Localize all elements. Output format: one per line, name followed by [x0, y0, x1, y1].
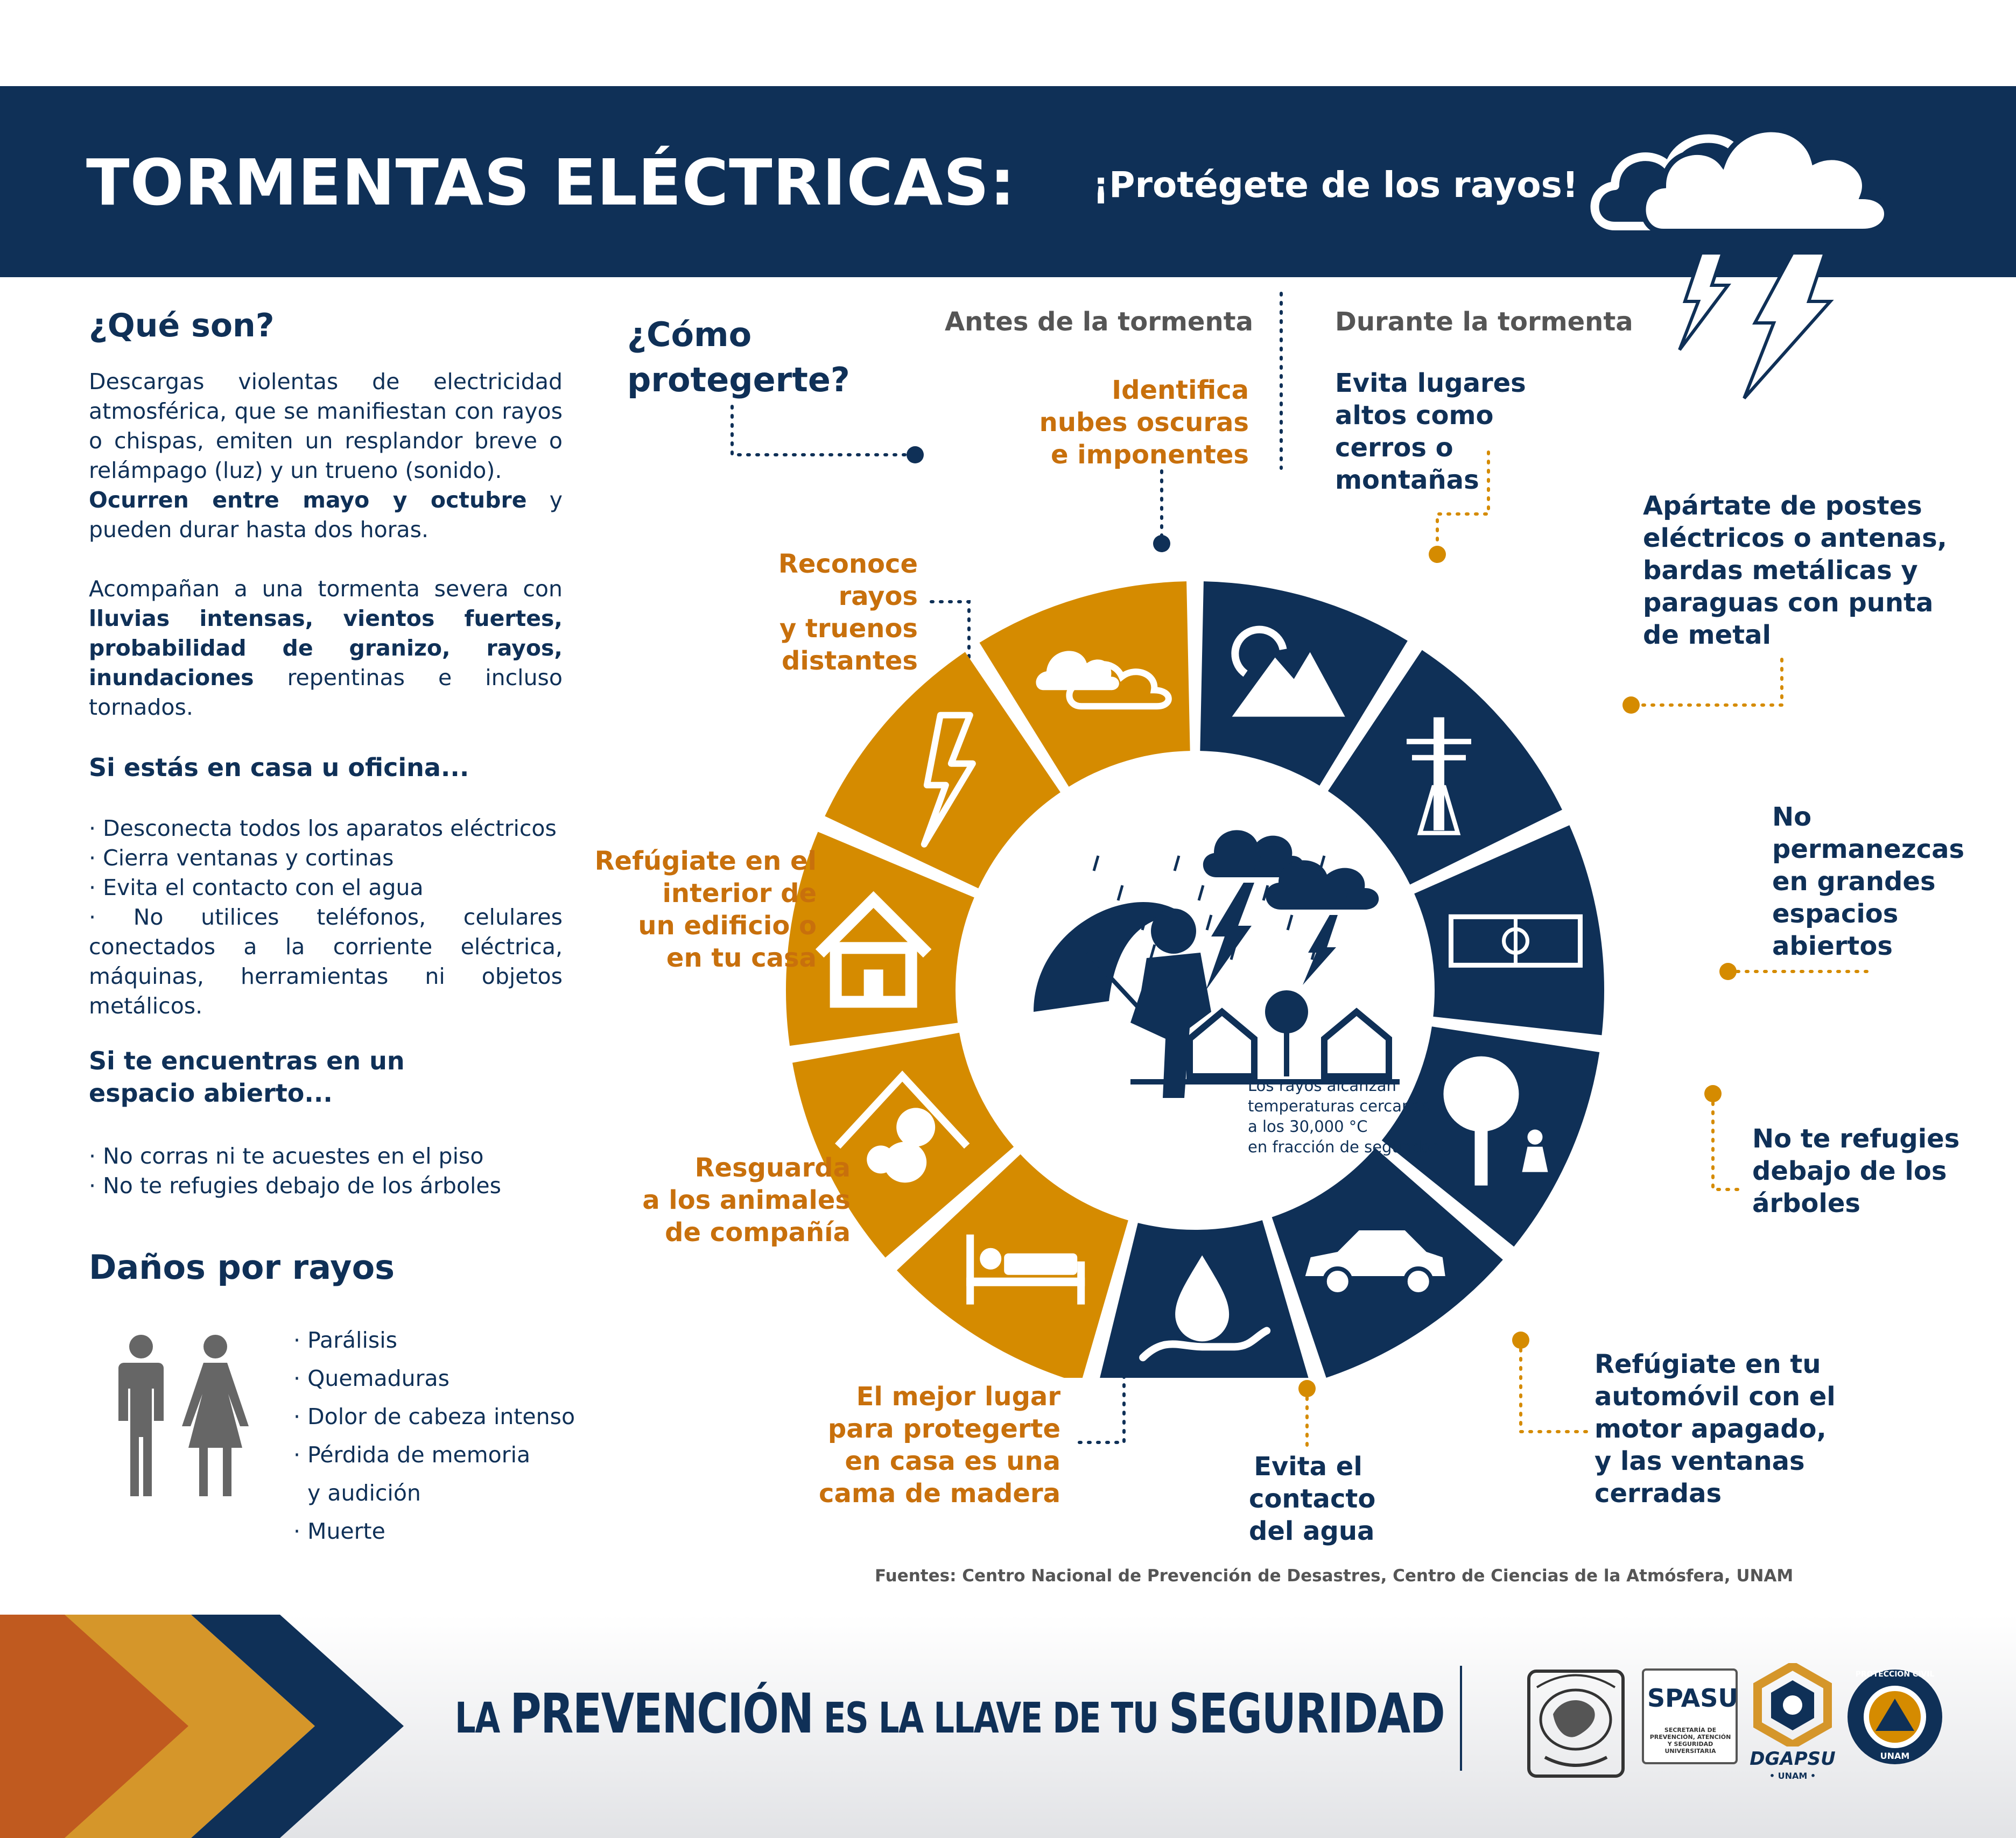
footer-divider: [1460, 1666, 1462, 1771]
tip-line: debajo de los: [1752, 1156, 1947, 1186]
tip-line: en tu casa: [666, 943, 817, 973]
slogan-part: PREVENCIÓN: [510, 1682, 813, 1746]
tip-line: altos como: [1335, 400, 1494, 431]
tip-line: No: [1772, 802, 1812, 832]
dgapsu-logo-icon: [1752, 1663, 1833, 1747]
tip-line: Identifica: [1112, 375, 1249, 405]
tip-before-4: [642, 1152, 851, 1249]
tip-before-5: [819, 1381, 1060, 1510]
footer-slogan: [455, 1682, 1444, 1746]
what-p3-end: repentinas e incluso tornados.: [89, 665, 563, 720]
tip-line: para protegerte: [827, 1414, 1060, 1444]
tip-line: El mejor lugar: [856, 1382, 1060, 1412]
tip-line: paraguas con punta: [1643, 588, 1934, 618]
rain-drop: [1288, 915, 1292, 930]
home-item: · Cierra ventanas y cortinas: [89, 844, 394, 871]
open-title: Si te encuentras en un espacio abierto...: [89, 1046, 405, 1108]
tip-during-6: [1249, 1450, 1376, 1547]
tip-line: y truenos: [779, 614, 918, 644]
spasu-subtext: [1642, 1727, 1739, 1755]
tip-line: rayos: [838, 581, 918, 611]
tip-line: de metal: [1643, 620, 1771, 650]
damage-item: · Dolor de cabeza intenso: [293, 1404, 575, 1429]
home-item: · Evita el contacto con el agua: [89, 874, 424, 900]
spasu-subtext-line: PREVENCIÓN, ATENCIÓN: [1649, 1734, 1731, 1741]
what-title: ¿Qué son?: [89, 307, 275, 344]
tip-before-2: [778, 548, 918, 677]
damage-item: y audición: [293, 1480, 421, 1506]
tip-line: de compañía: [665, 1217, 851, 1248]
tip-line: bardas metálicas y: [1643, 555, 1918, 586]
tip-line: Apártate de postes: [1643, 491, 1922, 521]
center-note-line: en fracción de segundos.: [1248, 1138, 1444, 1156]
tip-line: contacto: [1249, 1484, 1376, 1514]
tip-line: nubes oscuras: [1039, 407, 1249, 438]
what-p3-bold: lluvias intensas, vientos fuertes, probabilidad de granizo, rayos, inundaciones: [89, 605, 563, 691]
left-column: [89, 307, 563, 1201]
tree-icon: [1265, 990, 1308, 1033]
rain-drop: [1207, 915, 1211, 930]
proteccion-civil-bottom-text: UNAM: [1880, 1751, 1910, 1761]
person-icon: [1151, 909, 1196, 954]
home-item: · No utilices teléfonos, celulares conectados a la corriente eléctrica, máquinas, herramientas ni objetos metálicos.: [89, 904, 563, 1019]
spasu-logo-text: SPASU: [1647, 1684, 1738, 1713]
damage-item: · Parálisis: [293, 1327, 397, 1353]
what-paragraph-1: Descargas violentas de electricidad atmosférica, que se manifiestan con rayos o chispas, emiten un resplandor breve o relámpago (luz) y un trueno (sonido).: [89, 369, 563, 483]
tip-line: interior de: [662, 878, 817, 909]
tip-before-3: [595, 845, 817, 974]
tip-during-4: [1752, 1123, 1959, 1220]
unam-seal-logo: [1523, 1666, 1628, 1781]
bolt-icon: [1206, 883, 1254, 990]
tip-line: Refúgiate en tu: [1594, 1349, 1821, 1379]
tip-line: en casa es una: [845, 1446, 1060, 1476]
what-duration: y pueden durar hasta dos horas.: [89, 487, 563, 543]
spasu-subtext-line: Y SEGURIDAD: [1667, 1741, 1713, 1748]
tip-line: espacios: [1772, 899, 1899, 929]
damage-item: · Pérdida de memoria: [293, 1442, 531, 1468]
tip-line: distantes: [782, 646, 918, 676]
tip-during-1: [1335, 367, 1526, 496]
tip-during-2: [1643, 490, 1947, 651]
rain-drop: [1094, 856, 1098, 871]
dgapsu-logo-text: DGAPSU: [1750, 1748, 1836, 1770]
house-icon: [1190, 1012, 1254, 1076]
tip-line: árboles: [1752, 1188, 1860, 1219]
rain-drop: [1175, 856, 1179, 871]
rain-drop: [1118, 885, 1122, 900]
spasu-subtext-line: UNIVERSITARIA: [1664, 1748, 1716, 1755]
page-title: TORMENTAS ELÉCTRICAS:: [86, 145, 1016, 220]
how-title-line-2: protegerte?: [627, 360, 850, 399]
tip-line: e imponentes: [1050, 440, 1249, 470]
bolt-icon: [1303, 915, 1338, 985]
page-subtitle: ¡Protégete de los rayos!: [1093, 164, 1578, 206]
damages-list: [293, 1321, 575, 1551]
slogan-part: ES LA LLAVE DE TU: [813, 1694, 1169, 1743]
spasu-subtext-line: SECRETARÍA DE: [1664, 1727, 1717, 1734]
center-note: [1248, 1075, 1444, 1157]
tip-line: en grandes: [1772, 867, 1936, 897]
slogan-part: SEGURIDAD: [1169, 1682, 1445, 1746]
center-storm-illustration: [1034, 830, 1400, 1098]
house-icon: [1324, 1012, 1389, 1076]
what-months: Ocurren entre mayo y octubre: [89, 487, 527, 513]
damage-item: · Quemaduras: [293, 1365, 449, 1391]
tip-line: montañas: [1335, 465, 1479, 495]
damage-item: · Muerte: [293, 1518, 385, 1544]
tip-line: cerros o: [1335, 433, 1453, 463]
people-icon: [108, 1335, 253, 1502]
sources-note: Fuentes: Centro Nacional de Prevención de Desastres, Centro de Ciencias de la Atmósfera, UNAM: [875, 1566, 1794, 1586]
dgapsu-subtext: • UNAM •: [1769, 1771, 1816, 1781]
tip-line: Resguarda: [694, 1153, 851, 1183]
open-item: · No corras ni te acuestes en el piso: [89, 1143, 484, 1170]
tip-line: Evita lugares: [1335, 368, 1526, 398]
what-p3-start: Acompañan a una tormenta severa con: [89, 576, 563, 602]
open-item: · No te refugies debajo de los árboles: [89, 1173, 501, 1199]
tip-before-1: [1039, 374, 1249, 471]
center-note-line: Los rayos alcanzan: [1248, 1076, 1396, 1095]
how-title: [627, 312, 850, 403]
tip-line: Reconoce: [778, 549, 918, 579]
center-note-line: temperaturas cercanas: [1248, 1097, 1430, 1115]
tip-line: y las ventanas: [1594, 1446, 1805, 1476]
tip-line: cama de madera: [819, 1478, 1060, 1509]
tip-line: eléctricos o antenas,: [1643, 523, 1947, 553]
what-paragraph-3: [89, 574, 563, 722]
tip-line: del agua: [1249, 1516, 1375, 1546]
how-title-line-1: ¿Cómo: [627, 315, 752, 354]
tip-during-5: [1594, 1348, 1836, 1510]
tip-line: automóvil con el: [1594, 1382, 1836, 1412]
rain-drop: [1199, 885, 1203, 900]
tip-line: permanezcas: [1772, 834, 1965, 864]
slogan-part: LA: [455, 1694, 510, 1743]
storm-cloud-icon: [1583, 97, 1927, 409]
chevrons-decoration: [0, 1615, 409, 1838]
damages-title: Daños por rayos: [89, 1248, 395, 1287]
tip-line: abiertos: [1772, 931, 1893, 961]
what-paragraph-2: [89, 485, 563, 545]
center-note-line: a los 30,000 °C: [1248, 1117, 1368, 1136]
during-heading: Durante la tormenta: [1335, 307, 1633, 337]
tip-during-3: [1772, 801, 1964, 962]
tip-line: Refúgiate en el: [594, 846, 817, 876]
home-title: Si estás en casa u oficina...: [89, 753, 469, 782]
tip-line: un edificio o: [638, 911, 817, 941]
tip-line: a los animales: [642, 1185, 851, 1215]
tip-line: No te refugies: [1752, 1124, 1960, 1154]
tip-line: Evita el: [1254, 1452, 1362, 1482]
before-heading: Antes de la tormenta: [945, 307, 1253, 337]
home-item: · Desconecta todos los aparatos eléctricos: [89, 815, 557, 841]
proteccion-civil-top-text: PROTECCION CIVIL: [1855, 1670, 1935, 1679]
tip-line: cerradas: [1594, 1478, 1722, 1509]
tip-line: motor apagado,: [1594, 1414, 1827, 1444]
